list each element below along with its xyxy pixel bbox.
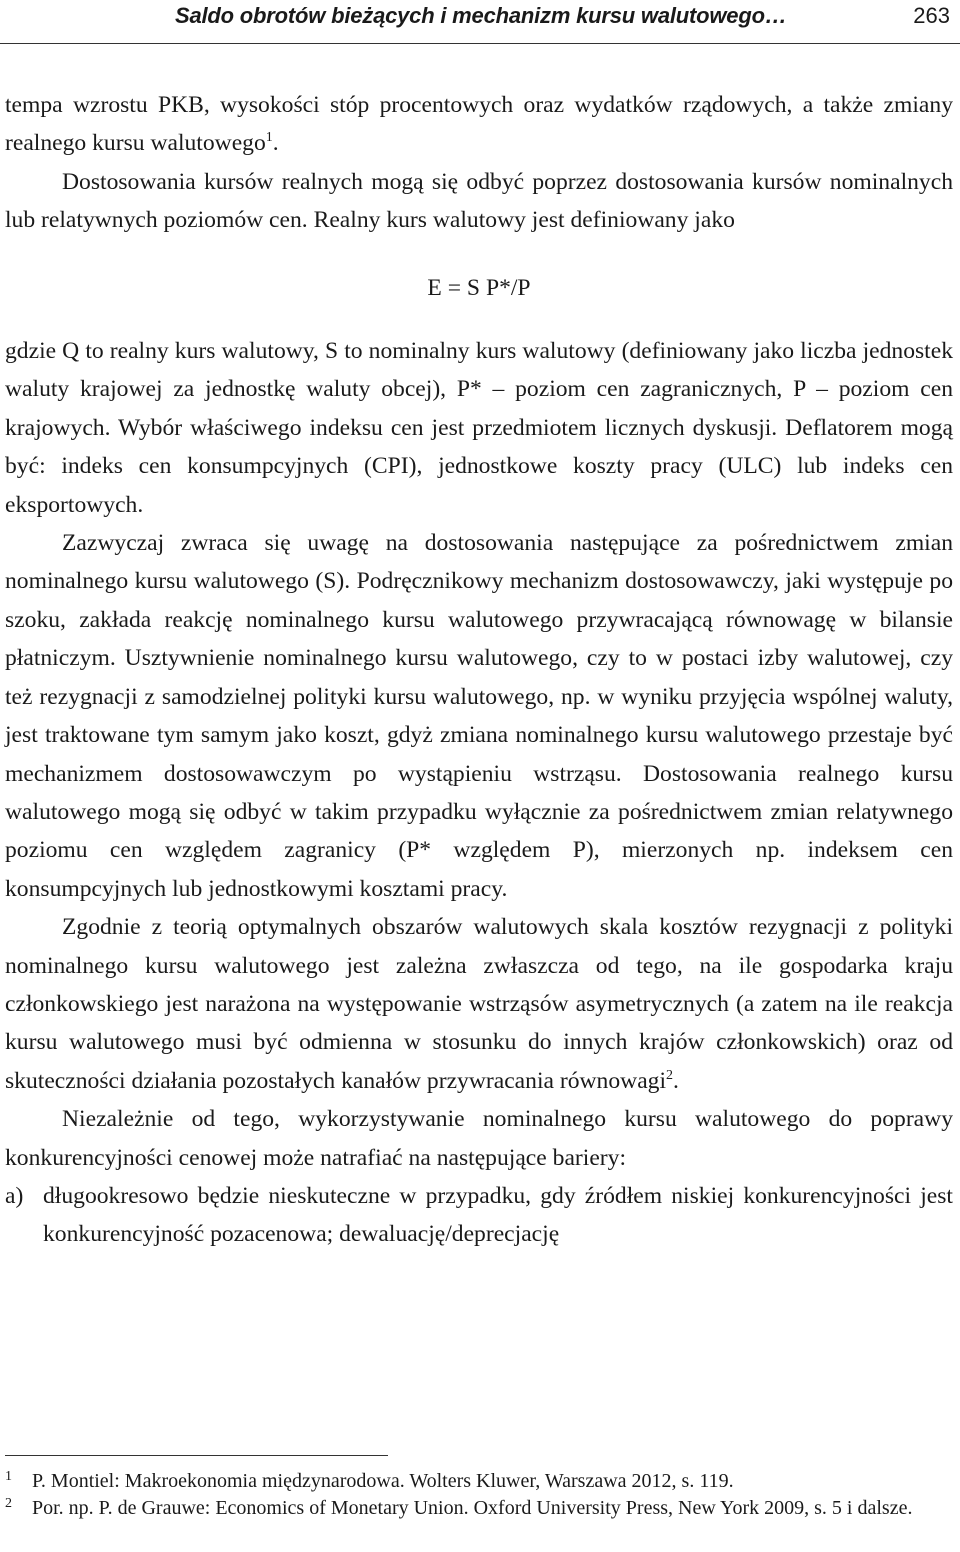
paragraph-barriers: Niezależnie od tego, wykorzystywanie nominalnego kursu walutowego do poprawy konkurencyjności cenowej może natrafiać na następujące bariery: xyxy=(5,1106,953,1171)
main-text xyxy=(5,86,953,1254)
running-header xyxy=(0,0,960,44)
footnote-number: 1 xyxy=(5,1469,12,1484)
list-item-a xyxy=(5,1177,953,1254)
running-title: Saldo obrotów bieżących i mechanizm kursu walutowego… xyxy=(175,3,787,28)
footnotes xyxy=(5,1468,953,1522)
list-marker: a) xyxy=(5,1182,24,1209)
footnote-ref-1: 1 xyxy=(265,130,273,146)
paragraph-definitions: gdzie Q to realny kurs walutowy, S to nominalny kurs walutowy (definiowany jako liczba jednostek waluty krajowej za jednostkę waluty obcej), P* – poziom cen zagranicznych, P – poziom cen krajowych. Wybór właściwego indeksu cen jest przedmiotem licznych dyskusji. Deflatorem mogą być: indeks cen konsumpcyjnych (CPI), jednostkowe koszty pracy (ULC) lub indeks cen eksportowych. xyxy=(5,338,953,518)
paragraph-text: tempa wzrostu PKB, wysokości stóp procentowych oraz wydatków rządowych, a także zmiany realnego kursu walutowego xyxy=(5,92,953,157)
paragraph-continuation: tempa wzrostu PKB, wysokości stóp procentowych oraz wydatków rządowych, a także zmiany realnego kursu walutowego$^1$. xyxy=(5,92,953,157)
paragraph-oca-theory: Zgodnie z teorią optymalnych obszarów walutowych skala kosztów rezygnacji z polityki nominalnego kursu walutowego jest zależna zwłaszcza od tego, na ile gospodarka kraju członkowskiego jest narażona na występowanie wstrząsów asymetrycznych (a zatem na ile reakcja kursu walutowego musi być odmienna w stosunku do innych krajów członkowskich) oraz od skuteczności działania pozostałych kanałów przywracania równowagi$^2$. xyxy=(5,914,953,1094)
page-number: 263 xyxy=(913,3,950,28)
footnote-divider xyxy=(5,1455,388,1456)
footnote-2 xyxy=(5,1495,953,1522)
footnote-text: P. Montiel: Makroekonomia międzynarodowa. Wolters Kluwer, Warszawa 2012, s. 119. xyxy=(32,1470,734,1492)
formula: E = S P*/P xyxy=(427,274,531,301)
header-divider xyxy=(0,43,960,44)
paragraph-text: Zgodnie z teorią optymalnych obszarów walutowych skala kosztów rezygnacji z polityki nominalnego kursu walutowego jest zależna zwłaszcza od tego, na ile gospodarka kraju członkowskiego jest narażona na występowanie wstrząsów asymetrycznych (a zatem na ile reakcja kursu walutowego musi być odmienna w stosunku do innych krajów członkowskich) oraz od skuteczności działania pozostałych kanałów przywracania równowagi xyxy=(5,914,953,1094)
footnote-1 xyxy=(5,1468,953,1495)
paragraph-real-rates: Dostosowania kursów realnych mogą się odbyć poprzez dostosowania kursów nominalnych lub relatywnych poziomów cen. Realny kurs walutowy jest definiowany jako xyxy=(5,168,953,234)
footnote-number: 2 xyxy=(5,1496,12,1511)
footnote-text: Por. np. P. de Grauwe: Economics of Monetary Union. Oxford University Press, New York 2009, s. 5 i dalsze. xyxy=(32,1497,913,1519)
paragraph-adjustment: Zazwyczaj zwraca się uwagę na dostosowania następujące za pośrednictwem zmian nominalnego kursu walutowego (S). Podręcznikowy mechanizm dostosowawczy, jaki występuje po szoku, zakłada reakcję nominalnego kursu walutowego przywracającą równowagę w bilansie płatniczym. Usztywnienie nominalnego kursu walutowego, czy to w postaci izby walutowej, czy też rezygnacji z samodzielnej polityki kursu walutowego, np. w wyniku przyjęcia wspólnej waluty, jest traktowane tym samym jako koszt, gdyż zmiana nominalnego kursu walutowego przestaje być mechanizmem dostosowawczym po wystąpieniu wstrząsu. Dostosowania realnego kursu walutowego mogą się odbyć w takim przypadku wyłącznie za pośrednictwem zmian relatywnego poziomu cen względem zagranicy (P* względem P), mierzonych np. indeksem cen konsumpcyjnych lub jednostkowymi kosztami pracy. xyxy=(5,530,953,902)
footnote-ref-2: 2 xyxy=(666,1067,674,1083)
list-item-text: długookresowo będzie nieskuteczne w przypadku, gdy źródłem niskiej konkurencyjności jest konkurencyjność pozacenowa; dewaluację/deprecjację xyxy=(43,1182,953,1248)
